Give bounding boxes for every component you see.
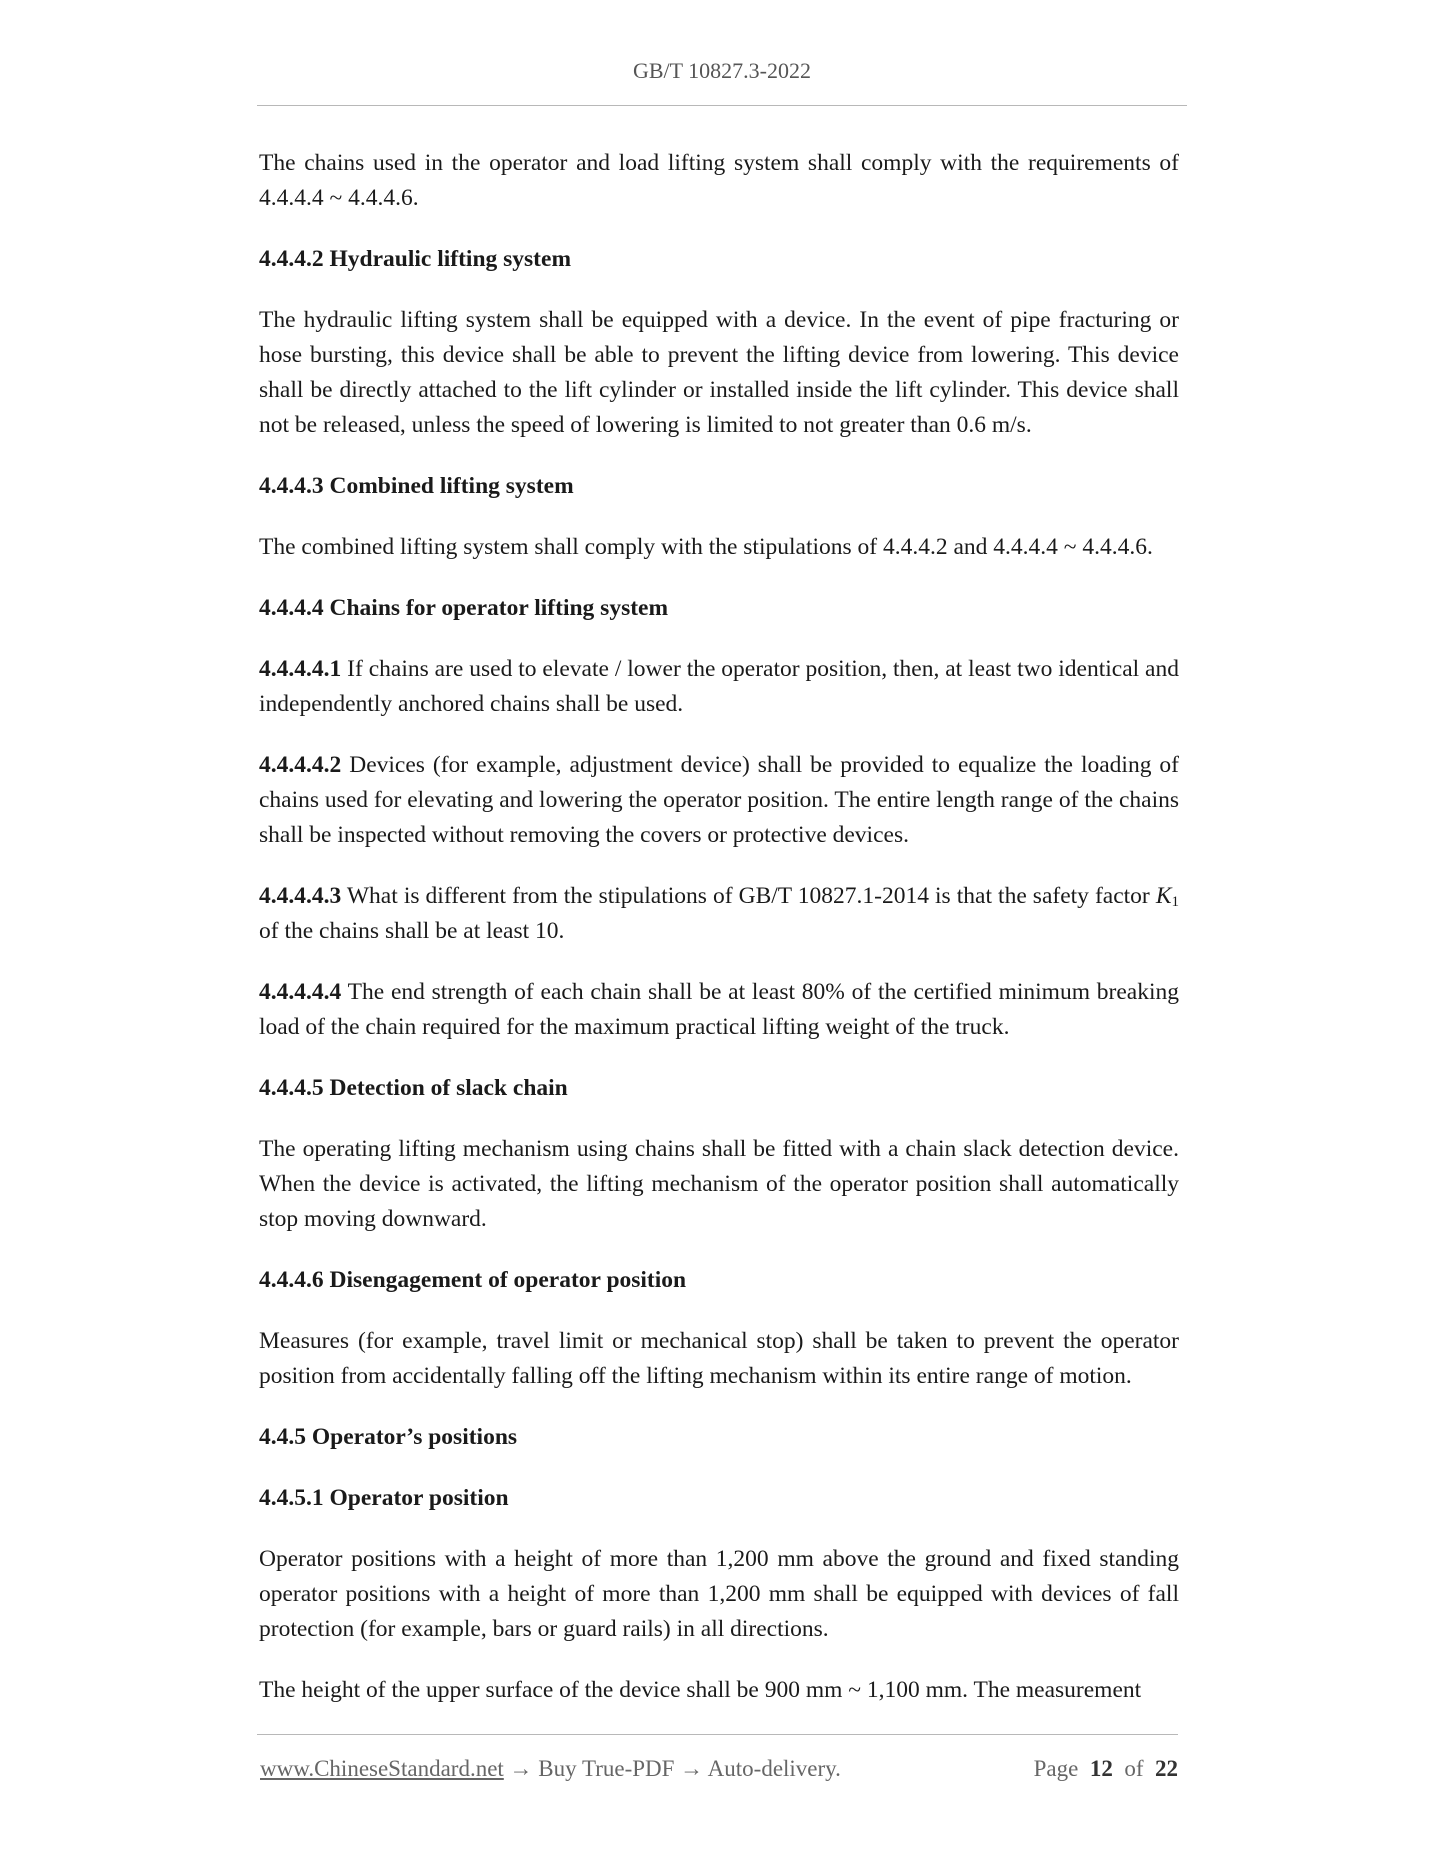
- footer-promo: [260, 1756, 841, 1781]
- paragraph-4-4-4-3: The combined lifting system shall comply with the stipulations of 4.4.4.2 and 4.4.4.4 ~ 4.4.4.6.: [259, 534, 1153, 560]
- paragraph-height-measurement: The height of the upper surface of the device shall be 900 mm ~ 1,100 mm. The measurement: [259, 1677, 1142, 1703]
- total-pages-number: 22: [1155, 1756, 1178, 1781]
- heading-4-4-4-2: 4.4.4.2 Hydraulic lifting system: [259, 246, 572, 272]
- clause-text: If chains are used to elevate / lower the operator position, then, at least two identical and independently anchored chains shall be used.: [259, 656, 1179, 717]
- heading-4-4-4-3: 4.4.4.3 Combined lifting system: [259, 473, 574, 499]
- document-code-header: GB/T 10827.3-2022: [632, 58, 812, 83]
- clause-4-4-4-4-4: [259, 975, 1179, 1045]
- heading-4-4-5: 4.4.5 Operator’s positions: [259, 1424, 518, 1450]
- heading-4-4-4-6: 4.4.4.6 Disengagement of operator position: [259, 1267, 687, 1293]
- clause-4-4-4-4-2: [259, 748, 1179, 853]
- clause-4-4-4-4-3: [259, 879, 1179, 949]
- page-footer: [260, 1756, 1178, 1782]
- footer-promo-text: → Buy True-PDF → Auto-delivery.: [503, 1756, 841, 1781]
- intro-paragraph: The chains used in the operator and load lifting system shall comply with the requirements of 4.4.4.4 ~ 4.4.4.6.: [259, 150, 1179, 211]
- page-indicator: [1034, 1756, 1178, 1782]
- clause-text-continued: of the chains shall be at least 10.: [259, 918, 565, 944]
- header-divider: [257, 105, 1187, 106]
- clause-number: 4.4.4.4.3: [259, 883, 342, 909]
- paragraph-4-4-5-1: Operator positions with a height of more than 1,200 mm above the ground and fixed standing operator positions with a height of more than 1,200 mm shall be equipped with devices of fall protection (for example, bars or guard rails) in all directions.: [259, 1546, 1179, 1642]
- page-label: Page: [1033, 1756, 1079, 1781]
- safety-factor-symbol: K: [1155, 883, 1172, 909]
- clause-number: 4.4.4.4.4: [259, 979, 342, 1005]
- clause-number: 4.4.4.4.2: [259, 752, 342, 778]
- clause-text: What is different from the stipulations of GB/T 10827.1-2014 is that the safety factor: [341, 883, 1156, 909]
- current-page-number: 12: [1089, 1756, 1113, 1781]
- clause-number: 4.4.4.4.1: [259, 656, 342, 682]
- clause-text: The end strength of each chain shall be at least 80% of the certified minimum breaking load of the chain required for the maximum practical lifting weight of the truck.: [259, 979, 1179, 1040]
- clause-text: Devices (for example, adjustment device) shall be provided to equalize the loading of chains used for elevating and lowering the operator position. The entire length range of the chains shall be inspected without removing the covers or protective devices.: [259, 752, 1179, 848]
- of-label: of: [1124, 1756, 1144, 1781]
- paragraph-4-4-4-6: Measures (for example, travel limit or mechanical stop) shall be taken to prevent the operator position from accidentally falling off the lifting mechanism within its entire range of motion.: [259, 1328, 1179, 1389]
- heading-4-4-4-4: 4.4.4.4 Chains for operator lifting system: [259, 595, 669, 621]
- website-link[interactable]: www.ChineseStandard.net: [260, 1756, 504, 1781]
- paragraph-4-4-4-2: The hydraulic lifting system shall be equipped with a device. In the event of pipe fracturing or hose bursting, this device shall be able to prevent the lifting device from lowering. This device shall be directly attached to the lift cylinder or installed inside the lift cylinder. This device shall not be released, unless the speed of lowering is limited to not greater than 0.6 m/s.: [259, 307, 1179, 438]
- heading-4-4-5-1: 4.4.5.1 Operator position: [259, 1485, 509, 1511]
- clause-4-4-4-4-1: [259, 652, 1179, 722]
- paragraph-4-4-4-5: The operating lifting mechanism using chains shall be fitted with a chain slack detection device. When the device is activated, the lifting mechanism of the operator position shall automatically stop moving downward.: [259, 1136, 1179, 1232]
- footer-divider: [257, 1734, 1178, 1735]
- page-body: [259, 146, 1179, 1734]
- heading-4-4-4-5: 4.4.4.5 Detection of slack chain: [259, 1075, 568, 1101]
- safety-factor-subscript: 1: [1171, 894, 1179, 910]
